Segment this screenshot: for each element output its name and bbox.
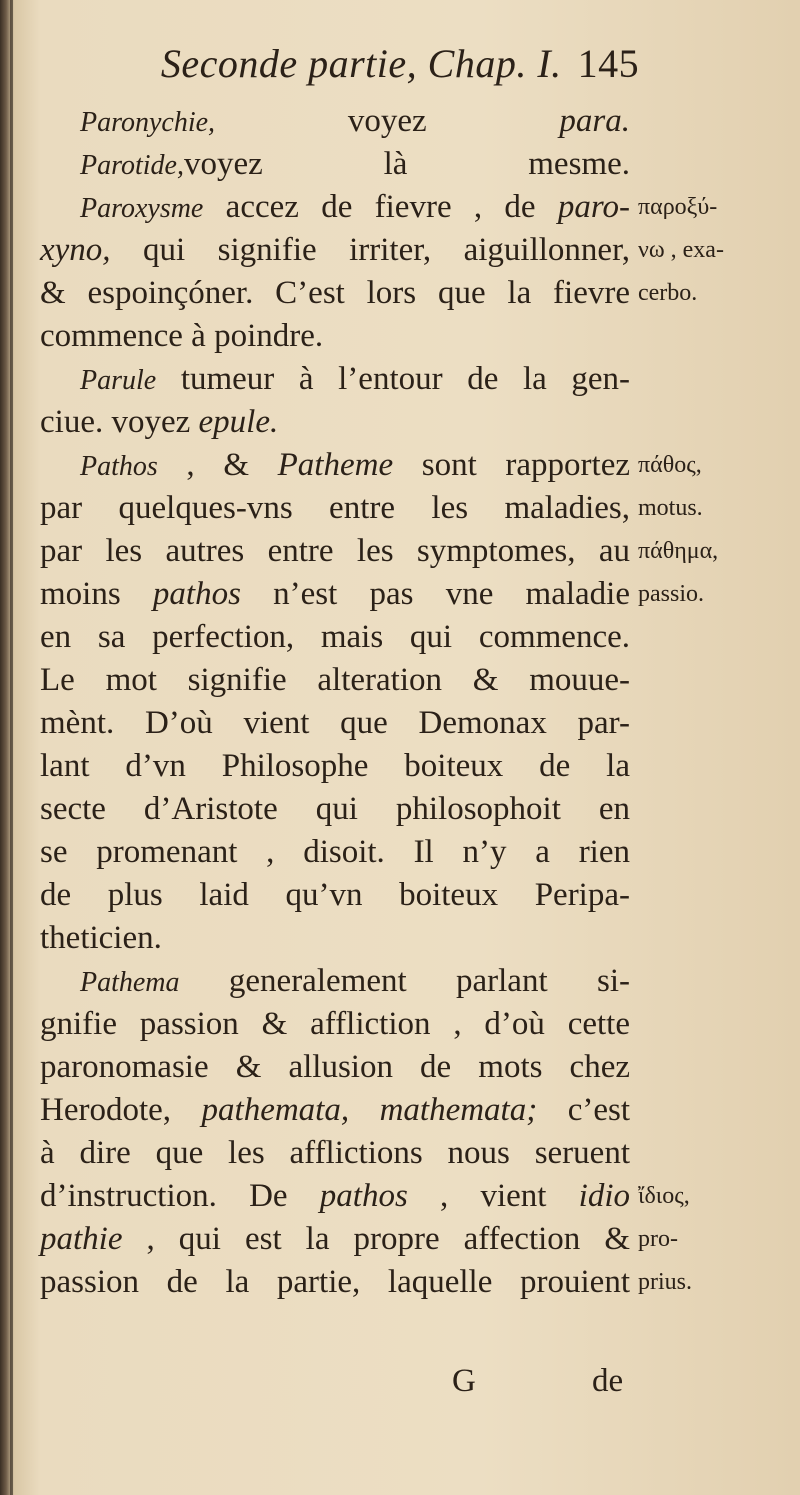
italic-term: xyno,: [40, 232, 111, 268]
text-line: [80, 186, 630, 229]
italic-term: Paronychie,: [80, 107, 216, 138]
margin-note: νω , exa-: [638, 237, 724, 263]
text-run: gnifie passion & affliction , d’où cette: [40, 1006, 630, 1042]
text-line: [40, 487, 630, 530]
text-line: [40, 229, 630, 272]
italic-term: para.: [559, 103, 630, 139]
italic-term: pathos: [319, 1178, 408, 1214]
text-run: voyez là mesme.: [183, 146, 630, 182]
text-line: [40, 1175, 630, 1218]
margin-note: παροξύ-: [638, 194, 718, 220]
text-run: mènt. D’où vient que Demonax par-: [40, 705, 630, 741]
text-run: moins: [40, 576, 153, 612]
text-line: [40, 745, 630, 788]
text-run: tumeur à l’entour de la gen-: [156, 361, 630, 397]
margin-note: motus.: [638, 495, 703, 521]
running-head-title: Seconde partie, Chap. I.: [160, 41, 562, 86]
text-line: [80, 960, 630, 1003]
text-run: voyez: [215, 103, 560, 139]
text-run: Le mot signifie alteration & mouue-: [40, 662, 630, 698]
italic-term: epule.: [198, 404, 279, 440]
italic-term: pathos: [152, 576, 241, 612]
text-line: [80, 143, 630, 186]
italic-term: Patheme: [277, 447, 394, 483]
text-run: par les autres entre les symptomes, au: [40, 533, 630, 569]
text-line: [40, 1089, 630, 1132]
margin-note: πάθος,: [638, 452, 702, 478]
text-line: [40, 702, 630, 745]
italic-term: Parule: [80, 365, 157, 396]
text-line: [40, 530, 630, 573]
italic-term: Paroxysme: [80, 193, 204, 224]
text-run: commence à poindre.: [40, 318, 324, 354]
text-run: passion de la partie, laquelle prouient: [40, 1264, 630, 1300]
text-line: [80, 358, 630, 401]
text-line: [40, 831, 630, 874]
italic-term: pathie: [40, 1221, 123, 1257]
text-run: de plus laid qu’vn boiteux Peripa-: [40, 877, 630, 913]
text-run: accez de fievre , de: [203, 189, 558, 225]
text-run: paronomasie & allusion de mots chez: [40, 1049, 630, 1085]
italic-term: pathemata, mathemata;: [201, 1092, 538, 1128]
text-line: [80, 444, 630, 487]
text-line: [40, 1003, 630, 1046]
signature-mark: G: [452, 1363, 476, 1399]
text-line: [40, 874, 630, 917]
running-head: [0, 40, 800, 87]
text-run: en sa perfection, mais qui commence.: [40, 619, 630, 655]
catchword: de: [592, 1363, 624, 1399]
text-run: d’instruction. De: [40, 1178, 320, 1214]
margin-note: prius.: [638, 1269, 692, 1295]
text-run: & espoinçóner. C’est lors que la fievre: [40, 275, 630, 311]
text-line: [40, 1261, 630, 1304]
text-run: secte d’Aristote qui philosophoit en: [40, 791, 630, 827]
text-line: [40, 659, 630, 702]
text-line: [40, 788, 630, 831]
text-line: [40, 616, 630, 659]
text-line: [40, 1046, 630, 1089]
text-run: n’est pas vne maladie: [240, 576, 631, 612]
text-run: , vient: [407, 1178, 579, 1214]
text-run: sont rapportez: [393, 447, 630, 483]
text-run: Herodote,: [40, 1092, 202, 1128]
text-run: lant d’vn Philosophe boiteux de la: [40, 748, 630, 784]
text-run: ciue. voyez: [40, 404, 199, 440]
italic-term: Parotide,: [80, 150, 184, 181]
text-run: , &: [157, 447, 278, 483]
text-line: [40, 917, 630, 960]
margin-note: passio.: [638, 581, 704, 607]
text-line: [40, 272, 630, 315]
text-line: [40, 1132, 630, 1175]
margin-note: pro-: [638, 1226, 678, 1252]
text-line: [40, 573, 630, 616]
margin-note: ἴδιος,: [638, 1183, 690, 1209]
text-run: generalement parlant si-: [179, 963, 630, 999]
italic-term: paro-: [557, 189, 630, 225]
binding-gutter: [10, 0, 13, 1495]
margin-note: cerbo.: [638, 280, 698, 306]
text-run: qui signifie irriter, aiguillonner,: [110, 232, 630, 268]
text-line: [40, 401, 630, 444]
text-run: , qui est la propre affection &: [122, 1221, 630, 1257]
italic-term: idio: [578, 1178, 631, 1214]
text-line: [80, 100, 630, 143]
text-run: à dire que les afflictions nous seruent: [40, 1135, 630, 1171]
text-run: par quelques-vns entre les maladies,: [40, 490, 630, 526]
text-line: [40, 1218, 630, 1261]
margin-note: πάθημα,: [638, 538, 719, 564]
text-run: c’est: [537, 1092, 630, 1128]
text-line: [40, 315, 630, 358]
italic-term: Pathema: [80, 967, 180, 998]
text-run: theticien.: [40, 920, 162, 956]
page-number: 145: [577, 41, 640, 86]
text-run: se promenant , disoit. Il n’y a rien: [40, 834, 630, 870]
italic-term: Pathos: [80, 451, 158, 482]
